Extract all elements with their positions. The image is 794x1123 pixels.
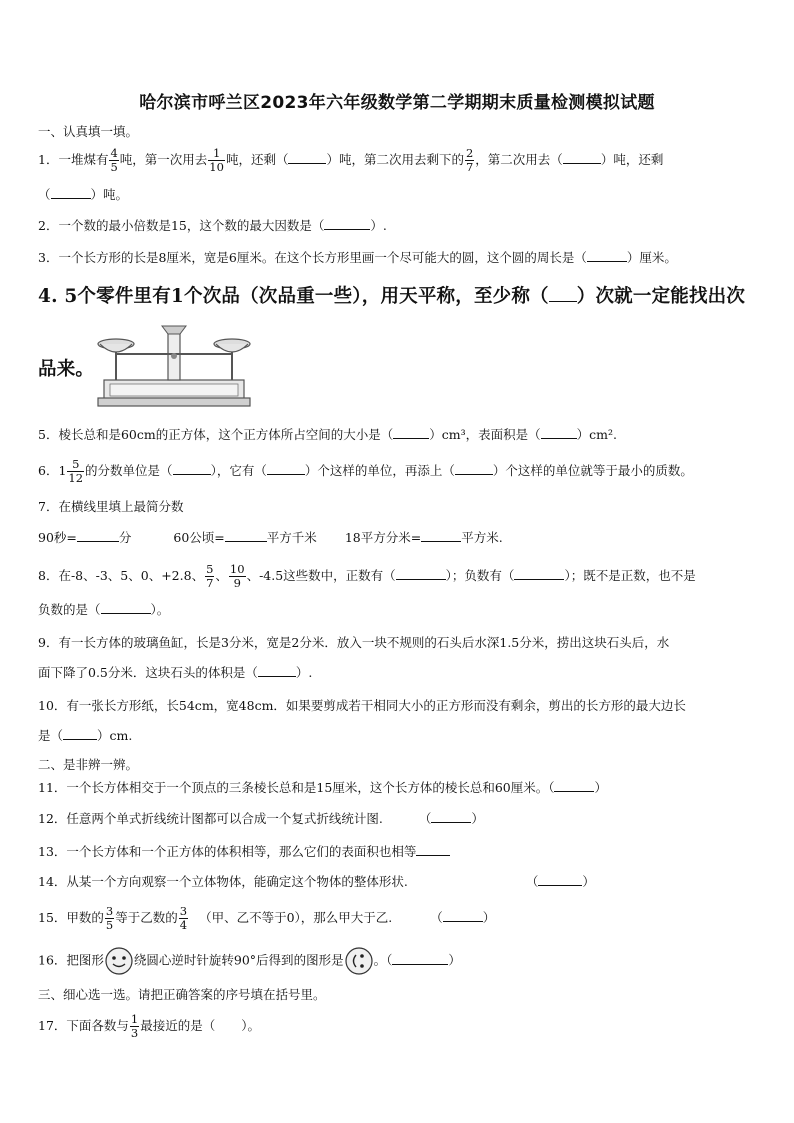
answer-blank[interactable] (63, 728, 97, 740)
answer-blank[interactable] (392, 953, 448, 965)
question-10: 10．有一张长方形纸，长54cm，宽48cm．如果要剪成若干相同大小的正方形而没有剩余，剪出的长方形的最大边长 (38, 698, 686, 713)
answer-blank[interactable] (541, 427, 577, 439)
question-7: 7．在横线里填上最简分数 (38, 499, 184, 514)
answer-blank[interactable] (225, 530, 267, 542)
question-1-cont: （ ）吨。 (38, 187, 129, 202)
question-8: 8．在-8、-3、5、0、+2.8、 $\frac{5}{7}$ 、 $\frac{10}{9}$ 、-4.5这些数中，正数有（ ）；负数有（ ）；既不是正数，也不是 (38, 562, 696, 590)
answer-blank[interactable] (549, 287, 577, 302)
balance-scale-image (96, 318, 252, 410)
answer-blank[interactable] (101, 602, 151, 614)
fraction: $\frac{2}{7}$ (465, 146, 474, 174)
answer-blank[interactable] (563, 152, 601, 164)
answer-blank[interactable] (421, 530, 461, 542)
fraction: $\frac{3}{5}$ (105, 904, 114, 932)
answer-blank[interactable] (554, 780, 594, 792)
question-10-cont: 是（ ）cm. (38, 728, 133, 743)
section-heading-1: 一、认真填一填。 (38, 124, 139, 139)
answer-blank[interactable] (455, 463, 493, 475)
question-13: 13．一个长方体和一个正方体的体积相等，那么它们的表面积也相等 (38, 842, 450, 862)
question-12: 12．任意两个单式折线统计图都可以合成一个复式折线统计图. （ ） (38, 811, 484, 826)
question-11: 11．一个长方体相交于一个顶点的三条棱长总和是15厘米，这个长方体的棱长总和60厘米。（ ） (38, 780, 607, 795)
fraction: $\frac{5}{12}$ (68, 457, 84, 485)
fraction: $\frac{3}{4}$ (179, 904, 188, 932)
question-14: 14．从某一个方向观察一个立体物体，能确定这个物体的整体形状. （ ） (38, 874, 595, 889)
section-heading-3: 三、细心选一选。请把正确答案的序号填在括号里。 (38, 987, 326, 1002)
question-2: 2．一个数的最小倍数是15，这个数的最大因数是（ ）. (38, 218, 387, 233)
question-5: 5．棱长总和是60cm的正方体，这个正方体所占空间的大小是（ ）cm³，表面积是（ ）cm². (38, 427, 617, 442)
answer-blank[interactable] (443, 910, 483, 922)
answer-blank[interactable] (431, 811, 471, 823)
fraction: $\frac{4}{5}$ (110, 146, 118, 174)
fraction: $\frac{10}{9}$ (229, 562, 245, 590)
question-16: 16．把图形 绕圆心逆时针旋转90°后得到的图形是 。（ ） (38, 946, 461, 976)
answer-blank[interactable] (51, 187, 91, 199)
question-4-cont: 品来。 (38, 359, 95, 380)
question-7-items: 90秒= 分 60公顷= 平方千米 18平方分米= 平方米. (38, 530, 503, 545)
answer-blank[interactable] (538, 874, 582, 886)
question-17: 17．下面各数与 $\frac{1}{3}$ 最接近的是（ ）。 (38, 1012, 261, 1040)
question-8-cont: 负数的是（ ）。 (38, 602, 170, 617)
question-9-cont: 面下降了0.5分米．这块石头的体积是（ ）. (38, 665, 313, 680)
fraction: $\frac{5}{7}$ (206, 562, 214, 590)
fraction: $\frac{1}{10}$ (209, 146, 224, 174)
answer-blank[interactable] (396, 568, 446, 580)
question-3: 3．一个长方形的长是8厘米，宽是6厘米。在这个长方形里画一个尽可能大的圆，这个圆的周长是（ ）厘米。 (38, 250, 677, 265)
question-15: 15．甲数的 $\frac{3}{5}$ 等于乙数的 $\frac{3}{4}$ （甲、乙不等于0），那么甲大于乙. （ ） (38, 904, 496, 932)
answer-blank[interactable] (258, 665, 296, 677)
answer-blank[interactable] (416, 844, 450, 856)
section-heading-2: 二、是非辨一辨。 (38, 757, 139, 772)
question-6: 6．1 $\frac{5}{12}$ 的分数单位是（ ），它有（ ）个这样的单位，再添上（ ）个这样的单位就等于最小的质数。 (38, 457, 693, 485)
answer-blank[interactable] (173, 463, 211, 475)
fraction: $\frac{1}{3}$ (130, 1012, 139, 1040)
answer-blank[interactable] (77, 530, 119, 542)
rotated-face-icon (344, 946, 374, 976)
answer-blank[interactable] (288, 152, 326, 164)
answer-blank[interactable] (324, 218, 370, 230)
page-title: 哈尔滨市呼兰区2023年六年级数学第二学期期末质量检测模拟试题 (139, 93, 655, 113)
smiley-face-icon (104, 946, 134, 976)
answer-blank[interactable] (514, 568, 564, 580)
question-1: 1．一堆煤有 $\frac{4}{5}$ 吨，第一次用去 $\frac{1}{10}$ 吨，还剩（ ）吨，第二次用去剩下的 $\frac{2}{7}$ ，第二次用去（ ）吨，还剩 (38, 146, 664, 174)
question-9: 9．有一长方体的玻璃鱼缸，长是3分米，宽是2分米．放入一块不规则的石头后水深1.5分米，捞出这块石头后，水 (38, 635, 670, 650)
answer-blank[interactable] (393, 427, 429, 439)
answer-blank[interactable] (587, 250, 627, 262)
answer-blank[interactable] (267, 463, 305, 475)
question-4: 4. 5个零件里有1个次品（次品重一些），用天平称，至少称（ ）次就一定能找出次 (38, 286, 746, 307)
